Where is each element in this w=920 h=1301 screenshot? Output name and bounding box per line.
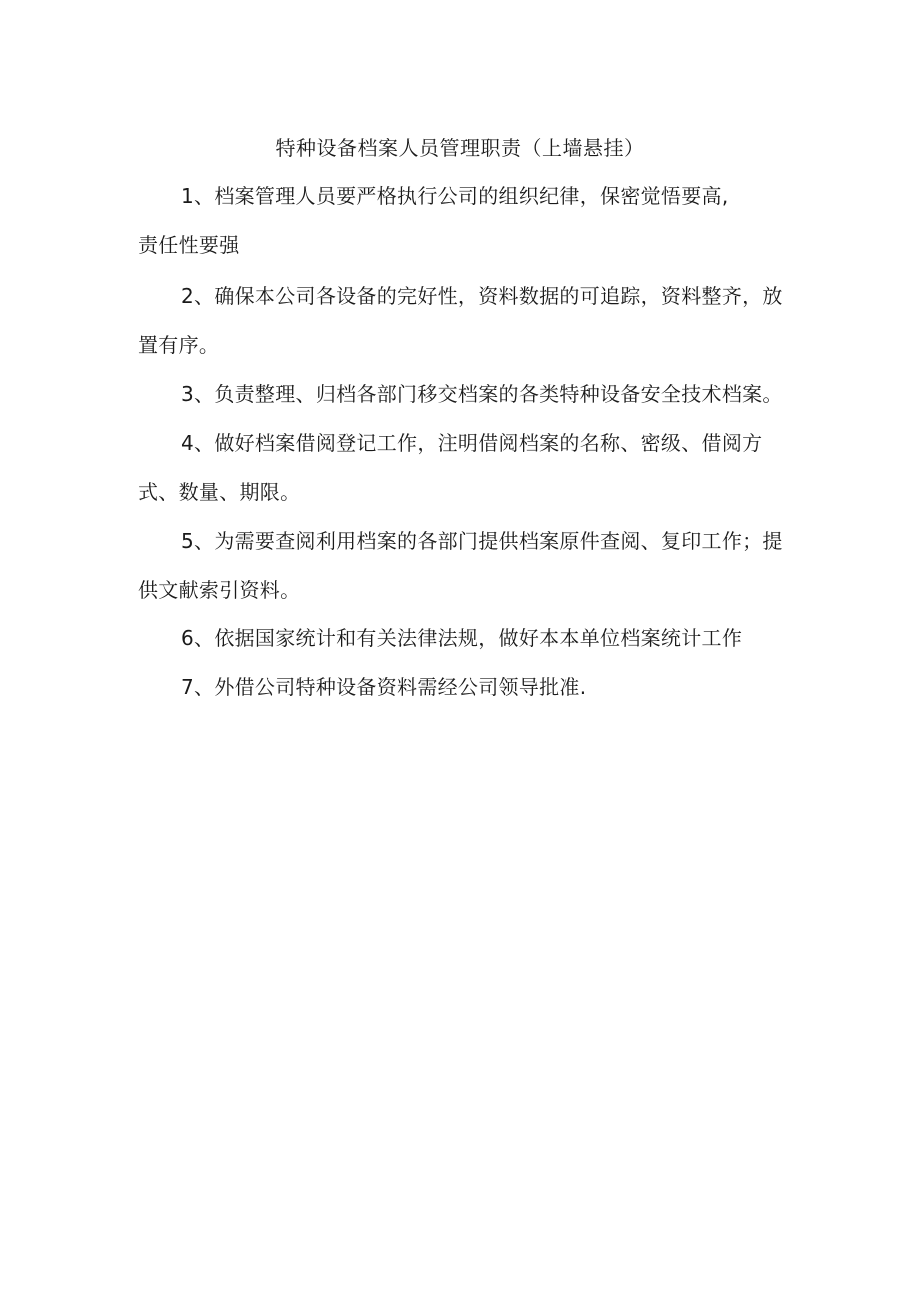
- item-1-line-2: 责任性要强: [138, 233, 240, 257]
- item-6-line-1: 6、依据国家统计和有关法律法规，做好本本单位档案统计工作: [181, 626, 743, 650]
- item-2-line-2: 置有序。: [138, 333, 220, 357]
- item-7-line-1: 7、外借公司特种设备资料需经公司领导批准.: [181, 675, 587, 699]
- item-4-line-1: 4、做好档案借阅登记工作，注明借阅档案的名称、密级、借阅方: [181, 431, 763, 455]
- item-5-line-1: 5、为需要查阅利用档案的各部门提供档案原件查阅、复印工作；提: [181, 529, 783, 553]
- item-3-line-1: 3、负责整理、归档各部门移交档案的各类特种设备安全技术档案。: [181, 382, 783, 406]
- item-1-line-1: 1、档案管理人员要严格执行公司的组织纪律，保密觉悟要高,: [181, 184, 729, 208]
- item-5-line-2: 供文献索引资料。: [138, 578, 301, 602]
- item-4-line-2: 式、数量、期限。: [138, 480, 301, 504]
- document-title: 特种设备档案人员管理职责（上墙悬挂）: [275, 136, 645, 160]
- item-2-line-1: 2、确保本公司各设备的完好性，资料数据的可追踪，资料整齐，放: [181, 284, 783, 308]
